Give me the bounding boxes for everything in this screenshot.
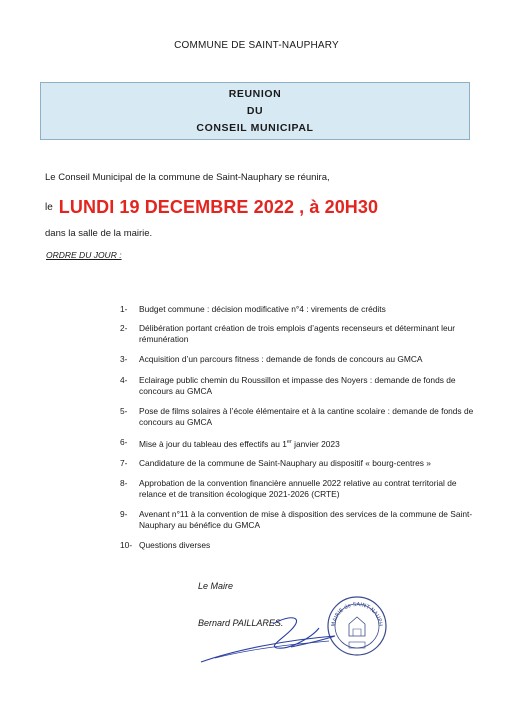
banner-line-1: REUNION — [228, 88, 282, 100]
agenda-item-number: 10- — [120, 540, 133, 550]
agenda-item-number: 1- — [120, 304, 128, 314]
agenda-item-number: 6- — [120, 437, 128, 447]
title-banner — [40, 82, 470, 140]
agenda-item-text-start: Mise à jour du tableau des effectifs au 1 — [139, 438, 287, 449]
agenda-item-text: Approbation de la convention financière annuelle 2022 relative au contrat territorial de relance et de transition écologique 2021-2026 (CRTE) — [139, 478, 457, 499]
agenda-label: ORDRE DU JOUR : — [46, 250, 122, 260]
superscript-er: er — [286, 439, 292, 445]
banner-line-3: CONSEIL MUNICIPAL — [196, 122, 314, 134]
agenda-item-number: 5- — [120, 406, 128, 416]
mayor-name: Bernard PAILLARES. — [198, 618, 284, 628]
agenda-item-text: Budget commune : décision modificative n°4 : virements de crédits — [139, 304, 386, 314]
agenda-item-text: Avenant n°11 à la convention de mise à disposition des services de la commune de Saint-Nauphary au bénéfice du GMCA — [139, 509, 473, 530]
location-text: dans la salle de la mairie. — [45, 228, 153, 239]
commune-header: COMMUNE DE SAINT-NAUPHARY — [174, 40, 339, 51]
agenda-item-text: Délibération portant création de trois emplois d’agents recenseurs et déterminant leur rémunération — [139, 323, 456, 344]
agenda-item-number: 8- — [120, 478, 128, 488]
agenda-item-number: 2- — [120, 323, 128, 333]
agenda-item-number: 9- — [120, 509, 128, 519]
intro-text: Le Conseil Municipal de la commune de Saint-Nauphary se réunira, — [45, 172, 330, 183]
agenda-item-text: Pose de films solaires à l’école élémentaire et à la cantine scolaire : demande de fonds de concours au GMCA — [139, 406, 474, 427]
meeting-date-line — [45, 197, 378, 218]
handwritten-signature-icon — [195, 600, 345, 670]
date-prefix: le — [45, 202, 53, 213]
agenda-item-text-end: janvier 2023 — [291, 438, 340, 449]
agenda-item-number: 3- — [120, 354, 128, 364]
agenda-item-number: 4- — [120, 375, 128, 385]
mayor-title: Le Maire — [198, 581, 234, 591]
meeting-date: LUNDI 19 DECEMBRE 2022 , à 20H30 — [58, 197, 379, 217]
stamp-text: MAIRIE de SAINT-NAUPH — [330, 601, 383, 628]
agenda-item-text: Eclairage public chemin du Roussillon et impasse des Noyers : demande de fonds de concours au GMCA — [139, 375, 456, 396]
agenda-item-text — [139, 437, 479, 450]
agenda-item-number: 7- — [120, 458, 128, 468]
agenda-item-text: Questions diverses — [139, 540, 211, 550]
banner-line-2: DU — [246, 105, 264, 117]
agenda-item-text: Candidature de la commune de Saint-Nauphary au dispositif « bourg-centres » — [139, 458, 431, 468]
agenda-item-text: Acquisition d’un parcours fitness : demande de fonds de concours au GMCA — [139, 354, 423, 364]
